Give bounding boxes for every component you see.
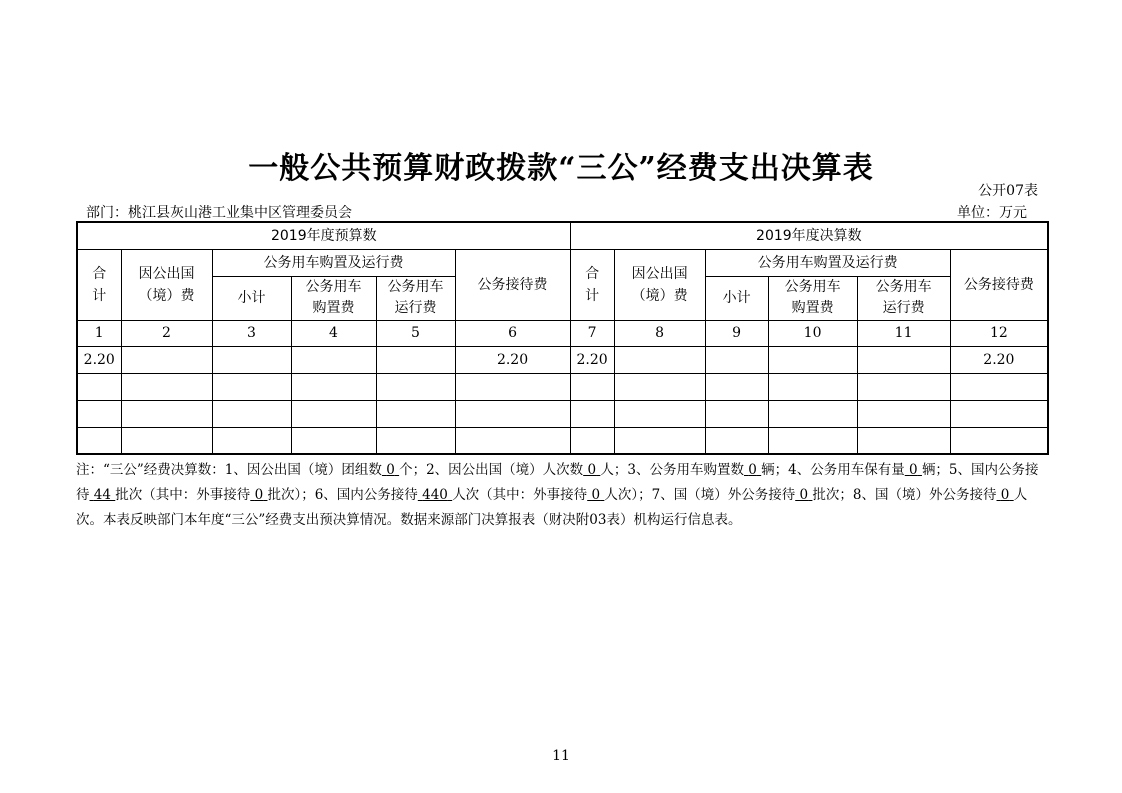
table-cell [705,373,768,400]
table-cell [291,346,376,373]
col-number: 4 [291,320,376,346]
table-cell [121,427,212,454]
table-cell [570,427,614,454]
final-subtotal-header: 小计 [705,276,768,320]
table-cell [77,373,121,400]
page-title: 一般公共预算财政拨款“三公”经费支出决算表 [248,151,874,186]
note-number: 0 [587,462,597,478]
final-group-header: 2019年度决算数 [570,222,1048,249]
note-text: 辆；4、公务用车保有量 [761,462,905,478]
table-cell [376,400,455,427]
table-cell [570,373,614,400]
col-number: 8 [614,320,705,346]
final-abroad-header: 因公出国 （境）费 [614,249,705,320]
table-cell [614,427,705,454]
note-value [795,487,812,503]
table-cell [614,373,705,400]
table-cell [768,427,857,454]
note-value [250,487,267,503]
table-cell [291,427,376,454]
expenditure-table [76,221,1049,455]
table-cell [121,346,212,373]
table-cell [77,400,121,427]
note-value [418,487,452,503]
table-cell [376,373,455,400]
note-value [997,487,1014,503]
budget-total-header: 合 计 [77,249,121,320]
note-text: 人次（其中：外事接待 [452,487,588,503]
budget-reception-header: 公务接待费 [455,249,570,320]
table-cell [705,427,768,454]
note-number: 0 [1000,487,1010,503]
note-value [90,487,116,503]
note-text: 人；3、公务用车购置数 [600,462,744,478]
budget-vehicle-run-header: 公务用车 运行费 [376,276,455,320]
col-number: 2 [121,320,212,346]
table-cell [950,400,1048,427]
note-text: 注：“三公”经费决算数：1、因公出国（境）团组数 [76,462,382,478]
col-number: 1 [77,320,121,346]
table-cell: 2.20 [950,346,1048,373]
table-cell [570,400,614,427]
table-row [77,427,1048,454]
table-cell [857,346,950,373]
col-number: 7 [570,320,614,346]
note-number: 0 [748,462,757,478]
budget-abroad-header: 因公出国 （境）费 [121,249,212,320]
final-total-header: 合 计 [570,249,614,320]
note-value [587,487,604,503]
note-number: 44 [93,487,111,503]
col-number: 9 [705,320,768,346]
col-number: 12 [950,320,1048,346]
table-cell [705,400,768,427]
col-number: 10 [768,320,857,346]
column-number-row [77,320,1048,346]
page-number: 11 [552,748,570,764]
table-cell [950,373,1048,400]
table-cell [376,427,455,454]
note-number: 0 [386,462,395,478]
final-vehicle-header: 公务用车购置及运行费 [705,249,950,276]
footnote [76,458,1051,533]
note-text: 人次）；7、国（境）外公务接待 [604,487,796,503]
final-reception-header: 公务接待费 [950,249,1048,320]
table-cell: 2.20 [77,346,121,373]
table-cell [705,346,768,373]
note-text: 个；2、因公出国（境）人次数 [399,462,584,478]
table-cell [121,373,212,400]
budget-vehicle-purchase-header: 公务用车 购置费 [291,276,376,320]
unit-label: 单位：万元 [957,205,1027,221]
final-vehicle-run-header: 公务用车 运行费 [857,276,950,320]
col-number: 3 [212,320,291,346]
table-cell [376,346,455,373]
note-number: 440 [422,487,448,503]
budget-group-header: 2019年度预算数 [77,222,570,249]
table-cell [455,427,570,454]
note-number: 0 [591,487,601,503]
note-text: 批次（其中：外事接待 [115,487,251,503]
note-text: 人次。本表反映部门本年度“三公”经费支出预决算情况。数据来源部门决算报表（财决附03表）机构运行信息表。 [76,487,1028,528]
table-cell [857,400,950,427]
note-value [382,462,399,478]
col-number: 6 [455,320,570,346]
department-label: 部门：桃江县灰山港工业集中区管理委员会 [86,205,352,221]
table-row [77,373,1048,400]
note-text: 批次）；6、国内公务接待 [267,487,418,503]
table-cell [455,400,570,427]
note-number: 0 [254,487,264,503]
table-cell [950,427,1048,454]
budget-vehicle-header: 公务用车购置及运行费 [212,249,455,276]
table-cell [121,400,212,427]
note-value [905,462,922,478]
table-cell [614,400,705,427]
table-cell [212,400,291,427]
table-cell [291,400,376,427]
table-cell [768,346,857,373]
note-text: 批次；8、国（境）外公务接待 [812,487,997,503]
table-cell [614,346,705,373]
table-cell [857,373,950,400]
form-number: 公开07表 [978,183,1038,199]
budget-subtotal-header: 小计 [212,276,291,320]
table-cell [77,427,121,454]
col-number: 5 [376,320,455,346]
table-cell [212,346,291,373]
table-cell [857,427,950,454]
table-cell [212,373,291,400]
table-cell [768,373,857,400]
table-cell: 2.20 [570,346,614,373]
table-cell [455,373,570,400]
table-cell [291,373,376,400]
col-number: 11 [857,320,950,346]
table-row [77,400,1048,427]
table-cell [768,400,857,427]
note-number: 0 [799,487,809,503]
final-vehicle-purchase-header: 公务用车 购置费 [768,276,857,320]
table-cell: 2.20 [455,346,570,373]
table-row [77,346,1048,373]
table-cell [212,427,291,454]
note-text: 辆；5、国内公务接待 [76,462,1039,503]
note-number: 0 [909,462,918,478]
note-value [583,462,600,478]
note-value [744,462,761,478]
